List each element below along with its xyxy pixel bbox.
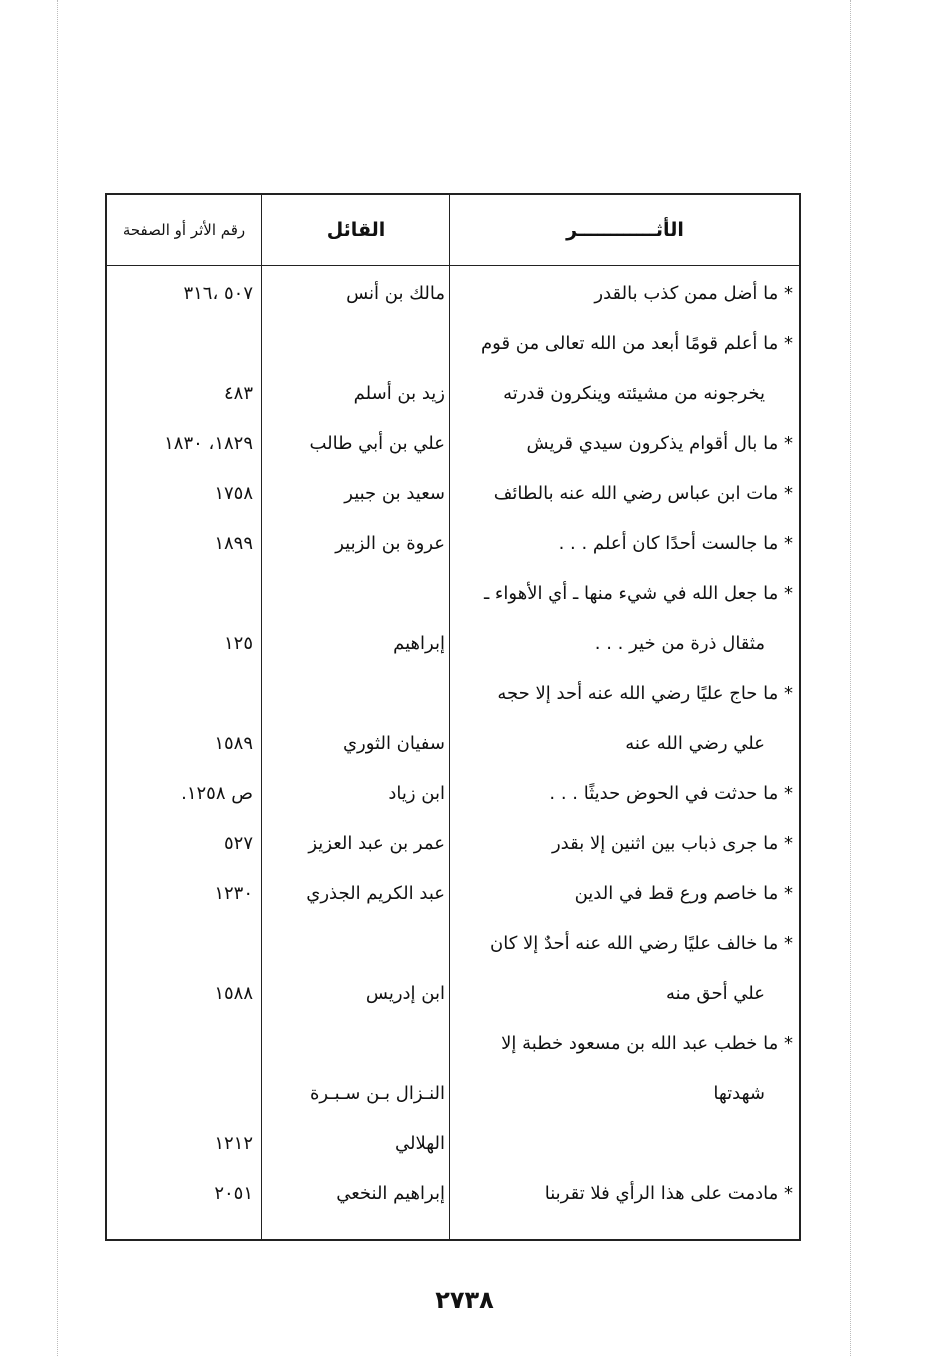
qail-cell	[269, 569, 445, 619]
athar-cell: مثقال ذرة من خير . . .	[594, 633, 765, 654]
athar-cell: * ما حاج عليًا رضي الله عنه أحد إلا حجه	[497, 683, 793, 704]
raqm-cell: ١٧٥٨	[214, 483, 253, 504]
table-row	[107, 319, 799, 369]
qail-cell: النـزال بـن سـبـرة	[309, 1083, 445, 1104]
athar-cell: * ما حدثت في الحوض حديثًا . . .	[549, 783, 793, 804]
qail-cell: عبد الكريم الجذري	[306, 883, 445, 904]
qail-cell: زيد بن أسلم	[353, 383, 445, 404]
qail-cell	[269, 319, 445, 369]
table-row	[107, 469, 799, 519]
raqm-cell	[113, 1019, 253, 1069]
page-number: ٢٧٣٨	[435, 1286, 494, 1314]
header-athar: الأثــــــــــــر	[566, 219, 684, 241]
raqm-cell: ١٢٥	[223, 633, 253, 654]
table-row	[107, 369, 799, 419]
table-row	[107, 1169, 799, 1219]
table-row	[107, 1069, 799, 1119]
header-raqm: رقم الأثر أو الصفحة	[122, 221, 246, 239]
athar-cell: شهدتها	[713, 1083, 765, 1104]
qail-cell: عمر بن عبد العزيز	[308, 833, 445, 854]
raqm-cell: ١٨٩٩	[214, 533, 253, 554]
raqm-cell: ١٢١٢	[214, 1133, 253, 1154]
athar-cell: علي رضي الله عنه	[625, 733, 765, 754]
qail-cell: سفيان الثوري	[342, 733, 445, 754]
table-row	[107, 819, 799, 869]
table-row	[107, 569, 799, 619]
table-row	[107, 669, 799, 719]
qail-cell: إبراهيم	[393, 633, 445, 654]
raqm-cell: ١٨٢٩، ١٨٣٠	[164, 433, 253, 454]
athar-cell: * ما أضل ممن كذب بالقدر	[594, 283, 793, 304]
athar-cell: * ما خالف عليًا رضي الله عنه أحدٌ إلا كان	[490, 933, 793, 954]
qail-cell: ابن زياد	[388, 783, 445, 804]
qail-cell: علي بن أبي طالب	[309, 433, 445, 454]
table-row	[107, 519, 799, 569]
athar-cell: * ما جعل الله في شيء منها ـ أي الأهواء ـ	[483, 583, 793, 604]
table-row	[107, 269, 799, 319]
athar-cell: * ما جالست أحدًا كان أعلم . . .	[558, 533, 793, 554]
qail-cell: مالك بن أنس	[346, 283, 445, 304]
qail-cell: عروة بن الزبير	[335, 533, 445, 554]
qail-cell: الهلالي	[394, 1133, 445, 1154]
qail-cell	[269, 669, 445, 719]
athar-cell: * ما أعلم قومًا أبعد من الله تعالى من قوم	[481, 333, 793, 354]
raqm-cell: ص ١٢٥٨.	[181, 783, 253, 804]
table-row	[107, 719, 799, 769]
raqm-cell	[113, 1069, 253, 1119]
raqm-cell	[113, 919, 253, 969]
table-row	[107, 769, 799, 819]
raqm-cell	[113, 569, 253, 619]
table-row	[107, 869, 799, 919]
athar-cell: * ما بال أقوام يذكرون سيدي قريش	[526, 433, 793, 454]
raqm-cell: ١٢٣٠	[214, 883, 253, 904]
raqm-cell: ١٥٨٨	[214, 983, 253, 1004]
athar-cell: علي أحق منه	[665, 983, 765, 1004]
qail-cell: سعيد بن جبير	[344, 483, 445, 504]
raqm-cell: ١٥٨٩	[214, 733, 253, 754]
table-row	[107, 1119, 799, 1169]
athar-cell: * ما جرى ذباب بين اثنين إلا بقدر	[551, 833, 793, 854]
raqm-cell: ٥٠٧ ،٣١٦	[183, 283, 253, 304]
raqm-cell: ٤٨٣	[223, 383, 253, 404]
table-row	[107, 1019, 799, 1069]
qail-cell	[269, 1019, 445, 1069]
index-table	[105, 193, 801, 1241]
table-row	[107, 969, 799, 1019]
raqm-cell	[113, 669, 253, 719]
qail-cell	[269, 919, 445, 969]
athar-cell	[453, 1119, 793, 1169]
athar-cell: * مادمت على هذا الرأي فلا تقربنا	[544, 1183, 793, 1204]
table-row	[107, 419, 799, 469]
athar-cell: يخرجونه من مشيئته وينكرون قدرته	[503, 383, 765, 404]
athar-cell: * ما خطب عبد الله بن مسعود خطبة إلا	[501, 1033, 793, 1054]
raqm-cell: ٢٠٥١	[214, 1183, 253, 1204]
qail-cell: إبراهيم النخعي	[336, 1183, 445, 1204]
athar-cell: * مات ابن عباس رضي الله عنه بالطائف	[493, 483, 793, 504]
qail-cell: ابن إدريس	[365, 983, 445, 1004]
raqm-cell: ٥٢٧	[223, 833, 253, 854]
athar-cell: * ما خاصم ورع قط في الدين	[574, 883, 793, 904]
raqm-cell	[113, 319, 253, 369]
table-row	[107, 619, 799, 669]
header-qail: القائل	[326, 219, 386, 241]
table-row	[107, 919, 799, 969]
header-divider	[107, 265, 799, 266]
